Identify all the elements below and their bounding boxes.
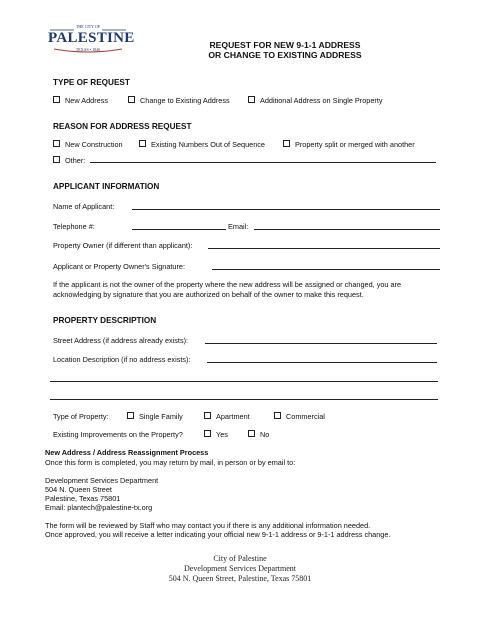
review-line2: Once approved, you will receive a letter indicating your official new 9-1-1 address or 9-1-1 address change. bbox=[45, 530, 391, 539]
email-label: Email: bbox=[228, 222, 249, 231]
checkbox-icon bbox=[53, 96, 60, 103]
applicant-heading: APPLICANT INFORMATION bbox=[53, 182, 160, 191]
owner-input-line[interactable] bbox=[208, 248, 440, 249]
signature-input-line[interactable] bbox=[212, 269, 440, 270]
checkbox-commercial[interactable] bbox=[274, 412, 325, 421]
option-label: Change to Existing Address bbox=[140, 96, 230, 105]
checkbox-new-construction[interactable] bbox=[53, 140, 123, 149]
other-input-line[interactable] bbox=[90, 162, 436, 163]
logo-bottom-text: TEXAS • 1846 bbox=[75, 47, 101, 52]
checkbox-icon bbox=[53, 140, 60, 147]
option-label: Additional Address on Single Property bbox=[260, 96, 383, 105]
location-label: Location Description (if no address exists): bbox=[53, 355, 191, 364]
checkbox-additional-address[interactable] bbox=[248, 96, 383, 105]
checkbox-icon bbox=[204, 430, 211, 437]
checkbox-apartment[interactable] bbox=[204, 412, 250, 421]
checkbox-yes[interactable] bbox=[204, 430, 228, 439]
footer-line3: 504 N. Queen Street, Palestine, Texas 75801 bbox=[168, 574, 312, 583]
footer-line2: Development Services Department bbox=[184, 564, 296, 573]
checkbox-icon bbox=[127, 412, 134, 419]
reason-heading: REASON FOR ADDRESS REQUEST bbox=[53, 122, 192, 131]
form-title-line1: REQUEST FOR NEW 9-1-1 ADDRESS bbox=[209, 40, 361, 50]
type-of-request-heading: TYPE OF REQUEST bbox=[53, 78, 130, 87]
option-label: Commercial bbox=[286, 412, 325, 421]
name-label: Name of Applicant: bbox=[53, 202, 115, 211]
checkbox-icon bbox=[248, 430, 255, 437]
owner-label: Property Owner (if different than applicant): bbox=[53, 241, 193, 250]
checkbox-icon bbox=[274, 412, 281, 419]
location-input-line-3[interactable] bbox=[50, 399, 438, 400]
checkbox-icon bbox=[248, 96, 255, 103]
location-input-line[interactable] bbox=[207, 362, 437, 363]
option-label: Other: bbox=[65, 156, 86, 165]
street-address-label: Street Address (if address already exists): bbox=[53, 336, 189, 345]
dept-city: Palestine, Texas 75801 bbox=[45, 494, 121, 503]
type-of-property-label: Type of Property: bbox=[53, 412, 109, 421]
review-line1: The form will be reviewed by Staff who may contact you if there is any additional information needed. bbox=[45, 521, 371, 530]
logo-top-text: THE CITY OF bbox=[75, 24, 101, 29]
form-title-line2: OR CHANGE TO EXISTING ADDRESS bbox=[208, 50, 362, 60]
option-label: No bbox=[260, 430, 270, 439]
checkbox-icon bbox=[53, 156, 60, 163]
dept-name: Development Services Department bbox=[45, 476, 159, 485]
checkbox-single-family[interactable] bbox=[127, 412, 183, 421]
option-label: Existing Numbers Out of Sequence bbox=[151, 140, 265, 149]
process-heading: New Address / Address Reassignment Process bbox=[45, 448, 209, 457]
option-label: Single Family bbox=[139, 412, 183, 421]
footer-line1: City of Palestine bbox=[213, 554, 267, 563]
email-input-line[interactable] bbox=[254, 229, 440, 230]
checkbox-split-merged[interactable] bbox=[283, 140, 415, 149]
process-intro: Once this form is completed, you may return by mail, in person or by email to: bbox=[45, 458, 296, 467]
logo-name: PALESTINE bbox=[48, 30, 135, 46]
option-label: Apartment bbox=[216, 412, 250, 421]
option-label: New Address bbox=[65, 96, 108, 105]
authorization-note: If the applicant is not the owner of the property where the new address will be assigned or changed, you are acknowledging by signature that you are authorized on behalf of the owner to make this request. bbox=[53, 280, 402, 299]
telephone-label: Telephone #: bbox=[53, 222, 95, 231]
checkbox-out-of-sequence[interactable] bbox=[139, 140, 265, 149]
checkbox-no[interactable] bbox=[248, 430, 269, 439]
dept-street: 504 N. Queen Street bbox=[45, 485, 112, 494]
dept-email: Email: plantech@palestine-tx.org bbox=[45, 503, 153, 512]
checkbox-icon bbox=[204, 412, 211, 419]
checkbox-other[interactable] bbox=[53, 156, 85, 165]
telephone-input-line[interactable] bbox=[132, 229, 226, 230]
street-address-input-line[interactable] bbox=[205, 343, 437, 344]
signature-label: Applicant or Property Owner's Signature: bbox=[53, 262, 185, 271]
location-input-line-2[interactable] bbox=[50, 381, 438, 382]
name-input-line[interactable] bbox=[132, 209, 440, 210]
checkbox-icon bbox=[139, 140, 146, 147]
improvements-label: Existing Improvements on the Property? bbox=[53, 430, 183, 439]
property-heading: PROPERTY DESCRIPTION bbox=[53, 316, 157, 325]
option-label: Yes bbox=[216, 430, 228, 439]
checkbox-icon bbox=[283, 140, 290, 147]
checkbox-new-address[interactable] bbox=[53, 96, 108, 105]
city-logo bbox=[48, 24, 135, 56]
option-label: New Construction bbox=[65, 140, 123, 149]
checkbox-change-existing[interactable] bbox=[128, 96, 230, 105]
option-label: Property split or merged with another bbox=[295, 140, 415, 149]
checkbox-icon bbox=[128, 96, 135, 103]
